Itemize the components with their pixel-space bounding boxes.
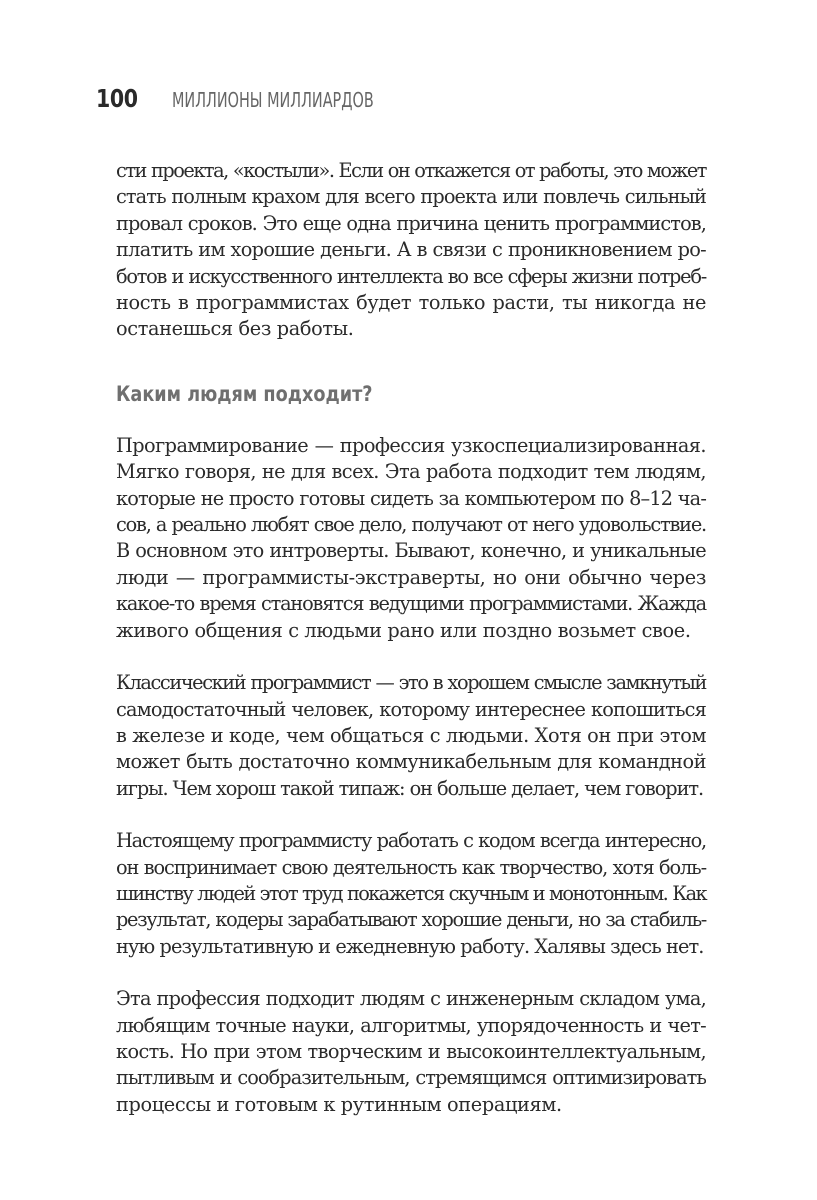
text-line: процессы и готовым к рутинным операциям. <box>116 1092 562 1116</box>
text-line: живого общения с людьми рано или поздно возьмет свое. <box>116 618 691 642</box>
spacer <box>116 960 706 986</box>
page-number: 100 <box>96 84 138 113</box>
text-line: сти проекта, «костыли». Если он откажется от работы, это может <box>116 159 706 182</box>
spacer <box>116 644 706 670</box>
spacer <box>116 343 706 379</box>
text-line: Настоящему программисту работать с кодом всегда интересно, <box>116 829 706 853</box>
paragraph-1 <box>116 433 706 644</box>
text-line: результат, кодеры зарабатывают хорошие деньги, но за стабиль- <box>116 908 706 932</box>
text-line: платить им хорошие деньги. А в связи с проникновением ро- <box>116 238 706 262</box>
text-line: шинству людей этот труд покажется скучным и монотонным. Как <box>116 881 706 905</box>
text-line: Программирование — профессия узкоспециализированная. <box>116 433 706 457</box>
text-line: в железе и коде, чем общаться с людьми. Хотя он при этом <box>116 723 707 747</box>
paragraph-3 <box>116 828 706 960</box>
text-line: сов, а реально любят свое дело, получают от него удовольствие. <box>116 513 706 537</box>
text-line: самодостаточный человек, которому интереснее копошиться <box>116 697 706 721</box>
text-line: стать полным крахом для всего проекта или повлечь сильный <box>116 185 706 209</box>
text-line: ную результативную и ежедневную работу. Халявы здесь нет. <box>116 934 704 958</box>
text-line: ность в программистах будет только расти, ты никогда не <box>116 291 706 315</box>
text-line: провал сроков. Это еще одна причина ценить программистов, <box>116 211 706 235</box>
text-line: останешься без работы. <box>116 317 354 341</box>
page-body <box>116 158 706 1118</box>
spacer <box>116 802 706 828</box>
text-line: какое-то время становятся ведущими программистами. Жажда <box>116 592 706 616</box>
intro-paragraph <box>116 158 706 343</box>
text-line: кость. Но при этом творческим и высокоинтеллектуальным, <box>116 1039 706 1063</box>
text-line: он воспринимает свою деятельность как творчество, хотя боль- <box>116 855 706 879</box>
text-line: пытливым и сообразительным, стремящимся оптимизировать <box>116 1066 706 1090</box>
page-header <box>96 84 452 124</box>
paragraph-2 <box>116 670 706 802</box>
text-line: которые не просто готовы сидеть за компьютером по 8–12 ча- <box>116 486 706 510</box>
text-line: Эта профессия подходит людям с инженерным складом ума, <box>116 987 706 1011</box>
section-heading: Каким людям подходит? <box>116 381 373 406</box>
text-line: ботов и искусственного интеллекта во все сферы жизни потреб- <box>116 264 706 288</box>
text-line: любящим точные науки, алгоритмы, упорядоченность и чет- <box>116 1013 706 1037</box>
text-line: Мягко говоря, не для всех. Эта работа подходит тем людям, <box>116 460 706 484</box>
spacer <box>116 409 706 433</box>
text-line: В основном это интроверты. Бывают, конечно, и уникальные <box>116 539 706 563</box>
text-line: игры. Чем хорош такой типаж: он больше делает, чем говорит. <box>116 776 704 800</box>
paragraph-4 <box>116 986 706 1118</box>
text-line: Классический программист — это в хорошем смысле замкнутый <box>116 671 706 695</box>
running-title: МИЛЛИОНЫ МИЛЛИАРДОВ <box>172 88 374 112</box>
text-line: может быть достаточно коммуникабельным для командной <box>116 750 706 774</box>
text-line: люди — программисты-экстраверты, но они обычно через <box>116 565 706 589</box>
